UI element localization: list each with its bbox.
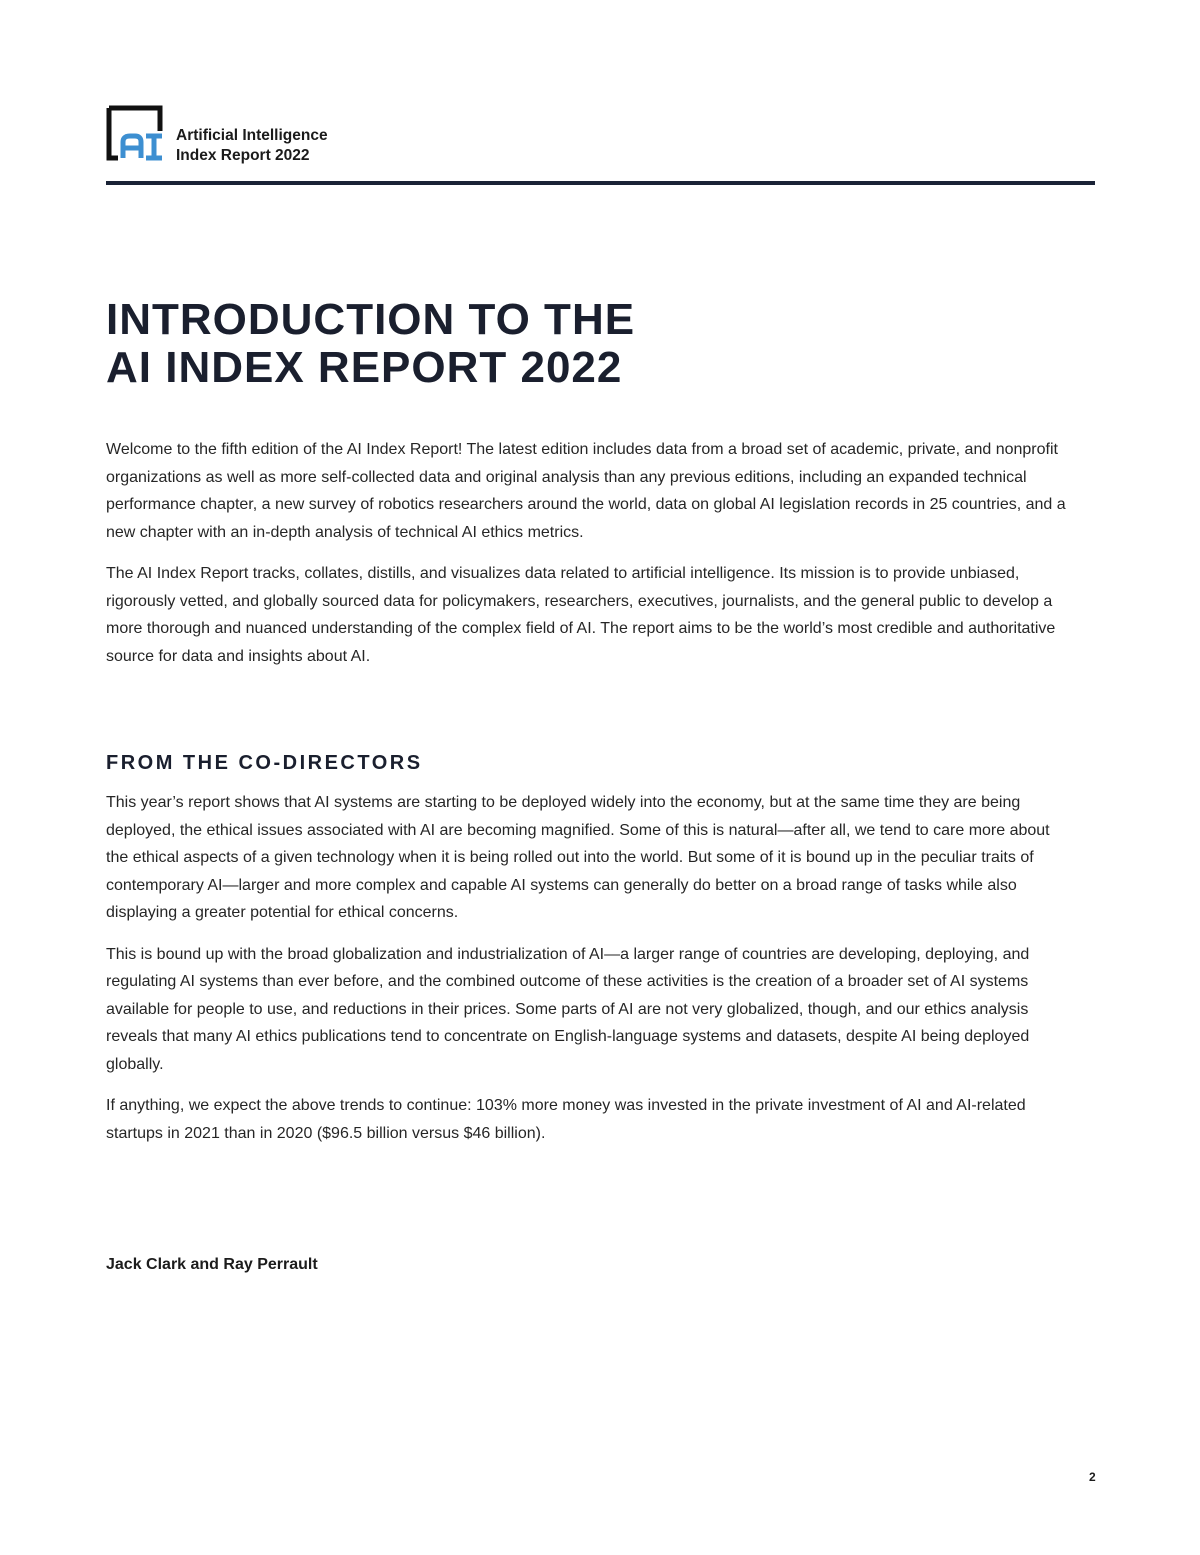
codirectors-section: [106, 789, 1066, 1161]
codirectors-paragraph: This year’s report shows that AI systems are starting to be deployed widely into the economy, but at the same time they are being deployed, the ethical issues associated with AI are becoming magnified. Some of this is natural—after all, we tend to care more about the ethical aspects of a given technology when it is being rolled out into the world. But some of it is bound up in the peculiar traits of contemporary AI—larger and more complex and capable AI systems can generally do better on a broad range of tasks while also displaying a greater potential for ethical concerns.: [106, 794, 1050, 921]
brand-line-1: Artificial Intelligence: [176, 127, 328, 144]
signature: Jack Clark and Ray Perrault: [106, 1256, 318, 1273]
page-title: [106, 296, 635, 392]
ai-index-logo: [106, 105, 164, 161]
page-number: 2: [1089, 1470, 1096, 1484]
brand-line-2: Index Report 2022: [176, 147, 310, 164]
codirectors-paragraph: This is bound up with the broad globalization and industrialization of AI—a larger range of countries are developing, deploying, and regulating AI systems than ever before, and the combined outcome of these activities is the creation of a broader set of AI systems available for people to use, and reductions in their prices. Some parts of AI are not very globalized, though, and our ethics analysis reveals that many AI ethics publications tend to concentrate on English-language systems and datasets, despite AI being deployed globally.: [106, 945, 1030, 1073]
codirectors-paragraph: If anything, we expect the above trends to continue: 103% more money was invested in the private investment of AI and AI-related startups in 2021 than in 2020 ($96.5 billion versus $46 billion).: [106, 1097, 1026, 1142]
title-line-1: INTRODUCTION TO THE: [106, 295, 636, 344]
intro-paragraph: Welcome to the fifth edition of the AI Index Report! The latest edition includes data from a broad set of academic, private, and nonprofit organizations as well as more self-collected data and original analysis than any previous editions, including an expanded technical performance chapter, a new survey of robotics researchers around the world, data on global AI legislation records in 25 countries, and a new chapter with an in-depth analysis of technical AI ethics metrics.: [106, 441, 1066, 541]
header-divider: [106, 181, 1095, 185]
intro-paragraph: The AI Index Report tracks, collates, distills, and visualizes data related to artificial intelligence. Its mission is to provide unbiased, rigorously vetted, and globally sourced data for policymakers, researchers, executives, journalists, and the general public to develop a more thorough and nuanced understanding of the complex field of AI. The report aims to be the world’s most credible and authoritative source for data and insights about AI.: [106, 565, 1056, 665]
title-line-2: AI INDEX REPORT 2022: [106, 343, 623, 392]
section-heading: FROM THE CO-DIRECTORS: [106, 752, 423, 774]
intro-section: [106, 436, 1066, 684]
report-brand: [176, 126, 328, 166]
